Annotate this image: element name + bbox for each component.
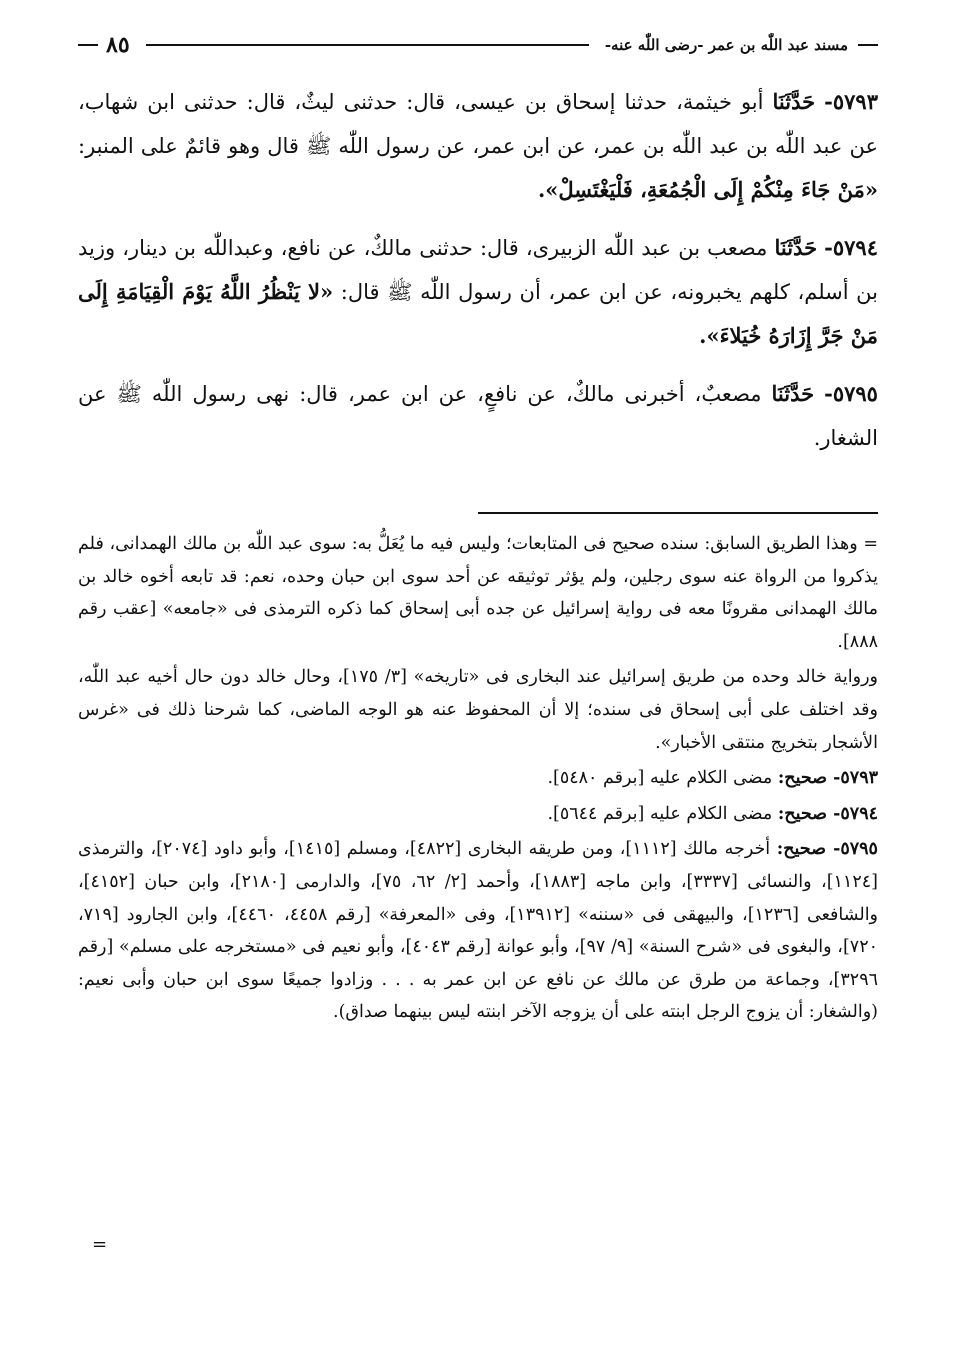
footnote-text: أخرجه مالك [١١١٢]، ومن طريقه البخارى [٤٨٢٢]، ومسلم [١٤١٥]، وأبو داود [٢٠٧٤]، والترمذى [١١٢٤]، والنسائى [٣٣٣٧]، وابن ماجه [١٨٨٣]، وأحمد [٢/ ٦٢، ٧٥]، والدارمى [٢١٨٠]، وابن حبان [٤١٥٢]، والشافعى [١٢٣٦]، والبيهقى فى «سننه» [١٣٩١٢]، وفى «المعرفة» [رقم ٤٤٥٨، ٤٤٦٠]، وابن الجارود [٧١٩، ٧٢٠]، والبغوى فى «شرح السنة» [٩/ ٩٧]، وأبو عوانة [رقم ٤٠٤٣]، وأبو نعيم فى «مستخرجه على مسلم» [رقم ٣٢٩٦]، وجماعة من طرق عن مالك عن نافع عن ابن عمر به . . . وزادوا جميعًا سوى ابن حبان وأبى نعيم: (والشغار: أن يزوج الرجل ابنته على أن يزوجه الآخر ابنته ليس بينهما صداق). [78,839,879,1023]
footnote-head: ٥٧٩٥- صحيح: [776,839,878,860]
chain-word: حَدَّثَنَا [774,235,818,260]
footnote-5795 [78,833,878,1029]
footnote-text: مضى الكلام عليه [برقم ٥٦٤٤]. [547,803,773,824]
prophet-quote: «مَنْ جَاءَ مِنْكُمْ إِلَى الْجُمُعَةِ، فَلْيَغْتَسِلْ». [537,177,878,202]
chain-word: حَدَّثَنَا [771,381,815,406]
hadith-body: أبو خيثمة، حدثنا إسحاق بن عيسى، قال: حدثنى ليثٌ، قال: حدثنى ابن شهاب، عن عبد اللّٰه بن عبد اللّٰه بن عمر، عن ابن عمر، عن رسول اللّٰه ﷺ قال وهو قائمٌ على المنبر: [78,90,878,158]
hadith-5794 [78,226,878,358]
footnote-head: ٥٧٩٣- صحيح: [777,768,878,789]
prophet-quote: «لا يَنْظُرُ اللَّهُ يَوْمَ الْقِيَامَةِ إِلَى مَنْ جَرَّ إِزَارَهُ خُيَلاءَ». [78,279,878,348]
footnote-head: ٥٧٩٤- صحيح: [777,803,878,824]
page-number: ٨٥ [106,32,130,58]
page-number-block [78,32,130,58]
hadith-text [78,80,878,474]
dash-right [858,44,878,46]
hadith-body: مصعب بن عبد اللّٰه الزبيرى، قال: حدثنى مالكٌ، عن نافع، وعبداللّٰه بن دينار، وزيد بن أسلم، كلهم يخبرونه، عن ابن عمر، أن رسول اللّٰه ﷺ قال: [78,236,878,304]
footnote-separator [478,512,878,514]
hadith-body: مصعبٌ، أخبرنى مالكٌ، عن نافعٍ، عن ابن عمر، قال: نهى رسول اللّٰه ﷺ عن الشغار. [78,382,878,450]
footnotes [78,528,878,1032]
hadith-5793 [78,80,878,212]
footnote-text: ورواية خالد وحده من طريق إسرائيل عند البخارى فى «تاريخه» [٣/ ١٧٥]، وحال خالد دون حال أخيه عبد اللّٰه، وقد اختلف على أبى إسحاق فى سنده؛ إلا أن المحفوظ عنه هو الوجه الماضى، كما شرحنا ذلك فى «غرس الأشجار بتخريج منتقى الأخبار». [78,667,878,753]
hadith-number: ٥٧٩٣- [824,89,878,114]
hadith-5795 [78,372,878,460]
hadith-number: ٥٧٩٥- [824,381,878,406]
running-header [78,30,878,60]
footnote-text: = وهذا الطريق السابق: سنده صحيح فى المتابعات؛ وليس فيه ما يُعَلُّ به: سوى عبد اللّٰه بن مالك الهمدانى، فلم يذكروا من الرواة عنه سوى رجلين، ولم يؤثر توثيقه عن أحد سوى ابن حبان وحده، نعم: قد تابعه أخوه خالد بن مالك الهمدانى مقرونًا معه فى رواية إسرائيل عن جده أبى إسحاق كما ذكره الترمذى فى «جامعه» [عقب رقم ٨٨٨]. [78,534,878,652]
hadith-number: ٥٧٩٤- [824,235,878,260]
footnote-5794 [78,798,878,831]
dash-left [78,44,98,46]
footnote-paragraph [78,661,878,759]
book-title: مسند عبد اللّٰه بن عمر -رضى اللّٰه عنه- [604,36,848,54]
footnote-continued [78,528,878,658]
header-rule [146,44,589,46]
continuation-mark: = [92,1234,108,1255]
footnote-5793 [78,762,878,795]
chain-word: حَدَّثَنَا [772,89,816,114]
footnote-text: مضى الكلام عليه [برقم ٥٤٨٠]. [547,768,773,789]
book-title-block [605,36,878,54]
